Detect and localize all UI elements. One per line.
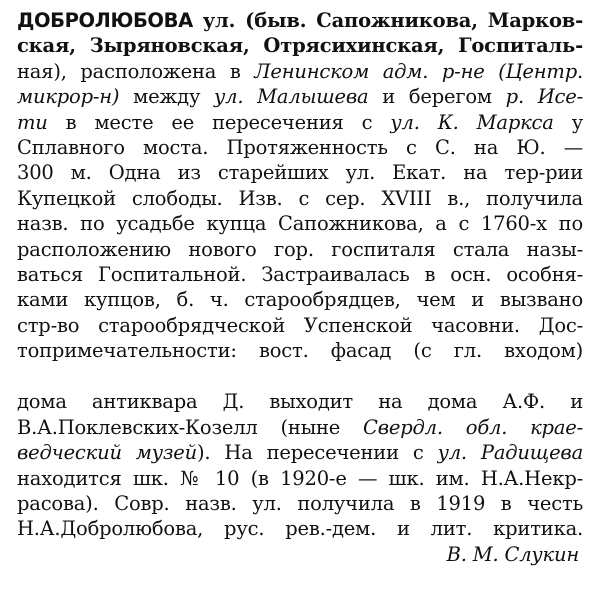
text-run: стр-во старообрядческой Успенской часовни. Дос- — [17, 313, 583, 337]
text-line — [17, 160, 583, 185]
text-run: ваться Госпитальной. Застраивалась в осн. особня- — [17, 262, 583, 286]
text-run: Купецкой слободы. Изв. с сер. XVIII в., получила — [17, 186, 583, 210]
paragraph-gap — [17, 363, 583, 389]
text-line — [17, 466, 583, 491]
text-line — [17, 516, 583, 541]
article-paragraph-1 — [17, 8, 583, 363]
text-run: находится шк. № 10 (в 1920-е — шк. им. Н.А.Некр- — [17, 466, 583, 490]
text-run: ведческий музей — [17, 441, 198, 465]
text-line — [17, 186, 583, 211]
text-run: ул. (быв. Сапожникова, Марков- — [192, 9, 583, 32]
text-line — [17, 33, 583, 58]
text-run: у — [553, 110, 584, 134]
text-run: ная), расположена в — [17, 59, 255, 83]
text-run: ти — [17, 110, 48, 134]
text-run: между — [119, 85, 215, 109]
encyclopedia-article — [17, 8, 583, 567]
text-run: р. Исе- — [505, 85, 584, 109]
text-line — [17, 135, 583, 160]
author-signature: В. М. Слукин — [446, 542, 579, 566]
text-line — [17, 338, 583, 363]
text-line — [17, 84, 583, 109]
text-run: 300 м. Одна из старейших ул. Екат. на тер-рии — [17, 161, 583, 185]
text-run: ками купцов, б. ч. старообрядцев, чем и вызвано — [17, 288, 583, 312]
text-line — [17, 59, 583, 84]
text-line — [17, 110, 583, 135]
article-paragraph-2 — [17, 389, 583, 541]
text-run: ская, Зыряновская, Отрясихинская, Госпиталь- — [17, 34, 583, 58]
text-line — [17, 389, 583, 414]
text-run: В.А.Поклевских-Козелл (ныне — [17, 415, 364, 439]
text-line — [17, 491, 583, 516]
text-line — [17, 287, 583, 312]
text-line — [17, 237, 583, 262]
text-run: микрор-н) — [17, 85, 120, 109]
headword: ДОБРОЛЮБОВА — [17, 9, 193, 32]
text-run: дома антиквара Д. выходит на дома А.Ф. и — [17, 390, 583, 414]
text-line — [17, 8, 583, 33]
text-run: Ленинском адм. р-не (Центр. — [254, 59, 583, 83]
text-line — [17, 440, 583, 465]
text-run: и берегом — [368, 85, 506, 109]
text-run: Свердл. обл. крае- — [363, 415, 583, 439]
text-run: ул. Радищева — [437, 441, 583, 465]
text-run: топримечательности: вост. фасад (с гл. входом) — [17, 339, 583, 363]
text-run: ). На пересечении с — [197, 441, 438, 465]
text-run: Сплавного моста. Протяженность с С. на Ю. — — [17, 135, 583, 159]
text-run: расова). Совр. назв. ул. получила в 1919 в честь — [17, 492, 583, 516]
text-run: Н.А.Добролюбова, рус. рев.-дем. и лит. критика. — [17, 517, 583, 541]
text-line — [17, 415, 583, 440]
text-run: ул. К. Маркса — [390, 110, 554, 134]
text-run: расположению нового гор. госпиталя стала назы- — [17, 237, 583, 261]
text-line — [17, 211, 583, 236]
text-line — [17, 262, 583, 287]
text-run: назв. по усадьбе купца Сапожникова, а с 1760-х по — [17, 212, 583, 236]
text-run: ул. Малышева — [214, 85, 369, 109]
text-line — [17, 313, 583, 338]
text-run: в месте ее пересечения с — [47, 110, 391, 134]
